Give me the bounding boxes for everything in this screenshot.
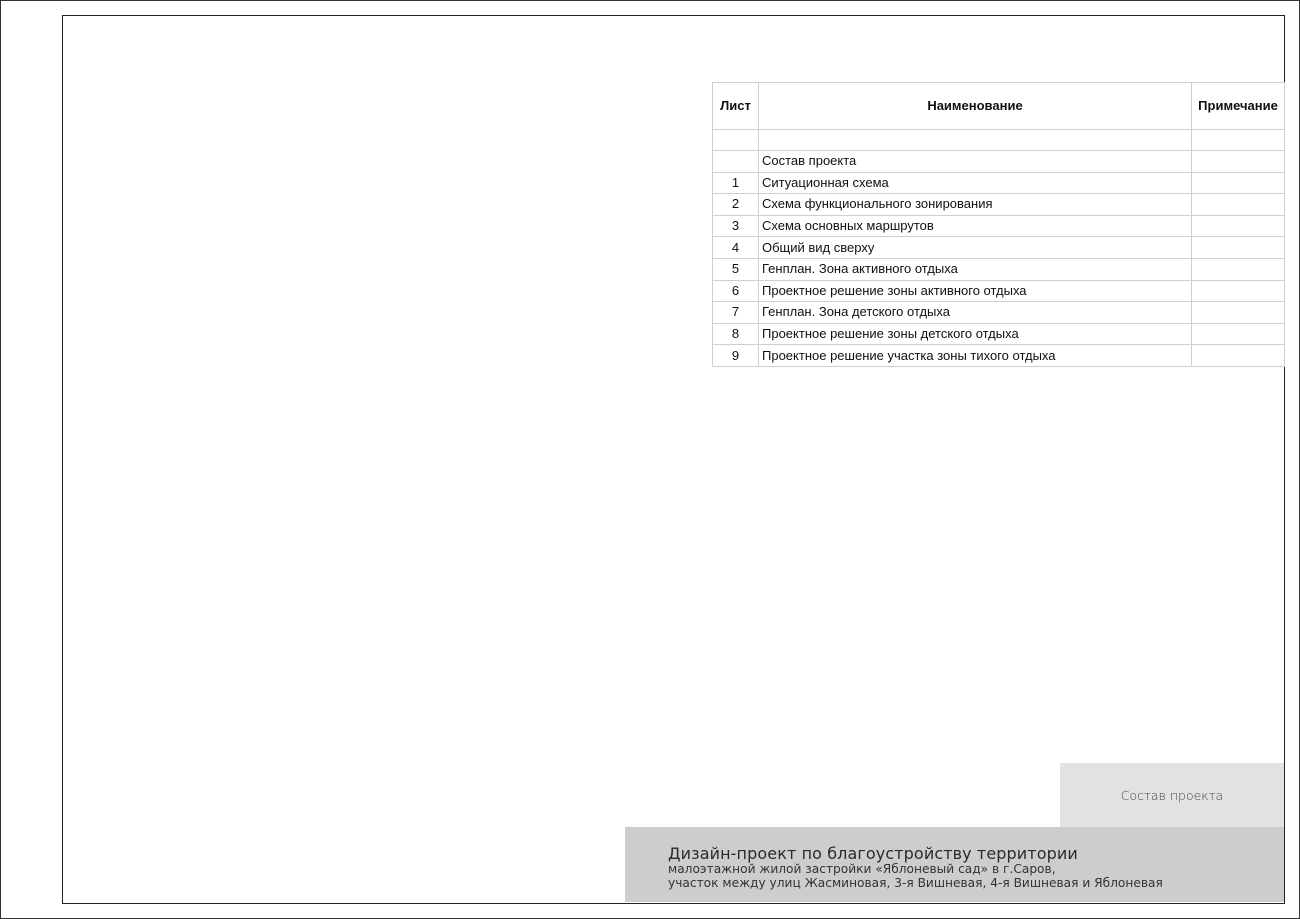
title-block-sheet-name: [1060, 763, 1284, 827]
row-name: Проектное решение зоны активного отдыха: [759, 280, 1192, 302]
row-number: 7: [713, 302, 759, 324]
row-name: Схема основных маршрутов: [759, 215, 1192, 237]
row-number: 5: [713, 258, 759, 280]
table-row: [713, 194, 1285, 216]
row-note: [1192, 258, 1285, 280]
row-name: Проектное решение зоны детского отдыха: [759, 323, 1192, 345]
row-number: 3: [713, 215, 759, 237]
sheet-list-table: [712, 82, 1285, 367]
row-number: 8: [713, 323, 759, 345]
project-subtitle-line-2: участок между улиц Жасминовая, 3-я Вишневая, 4-я Вишневая и Яблоневая: [668, 875, 1163, 890]
project-subtitle-line-1: малоэтажной жилой застройки «Яблоневый сад» в г.Саров,: [668, 862, 1056, 876]
section-title: Состав проекта: [759, 151, 1192, 173]
table-row: [713, 323, 1285, 345]
table-row: [713, 258, 1285, 280]
row-number: 4: [713, 237, 759, 259]
project-title: Дизайн-проект по благоустройству территории: [668, 844, 1078, 863]
row-note: [1192, 302, 1285, 324]
table-row: [713, 280, 1285, 302]
row-number: 6: [713, 280, 759, 302]
table-row: [713, 172, 1285, 194]
row-note: [1192, 215, 1285, 237]
row-name: Генплан. Зона детского отдыха: [759, 302, 1192, 324]
header-note: Примечание: [1192, 83, 1285, 130]
row-note: [1192, 280, 1285, 302]
row-name: Ситуационная схема: [759, 172, 1192, 194]
row-note: [1192, 194, 1285, 216]
row-name: Схема функционального зонирования: [759, 194, 1192, 216]
row-note: [1192, 323, 1285, 345]
row-number: 2: [713, 194, 759, 216]
sheet-name-label: Состав проекта: [1120, 787, 1224, 803]
row-note: [1192, 237, 1285, 259]
title-block-project: [625, 827, 1284, 902]
table-row: [713, 345, 1285, 367]
row-number: 9: [713, 345, 759, 367]
table-row: [713, 215, 1285, 237]
table-section-row: [713, 151, 1285, 173]
table-row: [713, 237, 1285, 259]
header-sheet: Лист: [713, 83, 759, 130]
table-empty-row: [713, 130, 1285, 151]
row-name: Проектное решение участка зоны тихого отдыха: [759, 345, 1192, 367]
row-number: 1: [713, 172, 759, 194]
row-note: [1192, 172, 1285, 194]
header-name: Наименование: [759, 83, 1192, 130]
row-name: Генплан. Зона активного отдыха: [759, 258, 1192, 280]
table-row: [713, 302, 1285, 324]
table-header-row: [713, 83, 1285, 130]
row-name: Общий вид сверху: [759, 237, 1192, 259]
row-note: [1192, 345, 1285, 367]
